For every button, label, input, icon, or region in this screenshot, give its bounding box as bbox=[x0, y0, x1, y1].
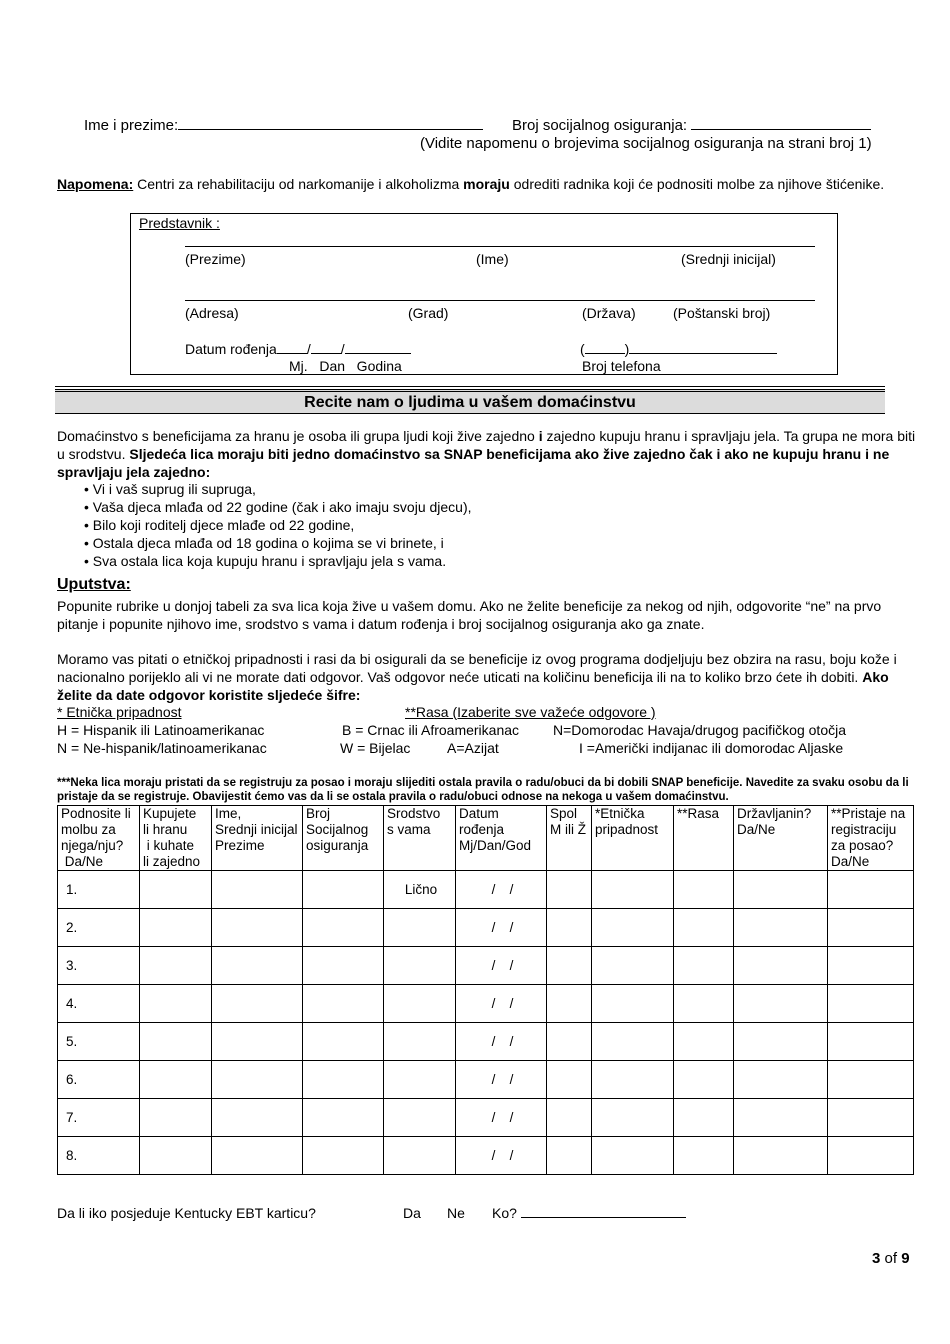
cell-race[interactable] bbox=[674, 871, 734, 909]
cell-relationship[interactable] bbox=[384, 1137, 456, 1175]
code-b: B = Crnac ili Afroamerikanac bbox=[342, 722, 520, 738]
column-header-ssn bbox=[303, 806, 384, 871]
cell-shop-cook-together[interactable] bbox=[140, 985, 212, 1023]
rep-address-label: (Adresa) bbox=[185, 305, 239, 321]
header-line: Datum bbox=[459, 806, 499, 821]
name-input-line[interactable] bbox=[178, 115, 483, 130]
rep-dob-parts: Mj. Dan Godina bbox=[289, 358, 402, 374]
table-row bbox=[58, 1023, 914, 1061]
household-text-a: Domaćinstvo s beneficijama za hranu je osoba ili grupa ljudi koji žive zajedno bbox=[57, 428, 539, 444]
rep-name-line[interactable] bbox=[185, 246, 815, 247]
date-separator: / bbox=[491, 957, 496, 973]
cell-work-registration[interactable] bbox=[828, 1023, 914, 1061]
column-header-dob bbox=[456, 806, 547, 871]
phone-open: ( bbox=[580, 341, 585, 357]
ebt-question: Da li iko posjeduje Kentucky EBT karticu? bbox=[57, 1205, 316, 1221]
cell-dob[interactable] bbox=[456, 1023, 547, 1061]
cell-dob[interactable] bbox=[456, 947, 547, 985]
column-header-relationship bbox=[384, 806, 456, 871]
cell-ethnicity[interactable] bbox=[592, 871, 674, 909]
cell-sex[interactable] bbox=[547, 871, 592, 909]
cell-name[interactable] bbox=[212, 985, 303, 1023]
date-separator: / bbox=[491, 1033, 496, 1049]
cell-ssn[interactable] bbox=[303, 947, 384, 985]
cell-work-registration[interactable] bbox=[828, 1099, 914, 1137]
instructions-p2 bbox=[57, 650, 917, 704]
dob-day-line[interactable] bbox=[311, 341, 341, 354]
table-body bbox=[58, 871, 914, 1175]
cell-name[interactable] bbox=[212, 947, 303, 985]
header-line: pripadnost bbox=[595, 822, 659, 837]
rep-city-label: (Grad) bbox=[408, 305, 449, 321]
header-line: osiguranja bbox=[306, 838, 369, 853]
date-separator: / bbox=[509, 881, 514, 897]
ssn-field-row bbox=[512, 115, 871, 134]
cell-dob[interactable] bbox=[456, 871, 547, 909]
date-separator: / bbox=[509, 995, 514, 1011]
household-text-b: zajedno kupuju hranu i spravljaju jela. Ta grupa ne mora biti u srodstvu. bbox=[57, 428, 916, 462]
table-row bbox=[58, 1099, 914, 1137]
list-item: • Bilo koji roditelj djece mlađe od 22 godine, bbox=[84, 517, 355, 533]
table-row bbox=[58, 909, 914, 947]
cell-race[interactable] bbox=[674, 985, 734, 1023]
header-line: i kuhate bbox=[143, 838, 195, 853]
column-header-name bbox=[212, 806, 303, 871]
ssn-input-line[interactable] bbox=[691, 115, 871, 130]
dob-sep-1: / bbox=[306, 341, 311, 357]
cell-race[interactable] bbox=[674, 947, 734, 985]
cell-dob[interactable] bbox=[456, 1099, 547, 1137]
cell-dob[interactable] bbox=[456, 985, 547, 1023]
ebt-who-label: Ko? bbox=[492, 1205, 517, 1221]
cell-shop-cook-together[interactable] bbox=[140, 871, 212, 909]
row-number: 3. bbox=[58, 947, 140, 985]
cell-ethnicity[interactable] bbox=[592, 1137, 674, 1175]
dob-year-line[interactable] bbox=[345, 341, 411, 354]
cell-ssn[interactable] bbox=[303, 1099, 384, 1137]
date-separator: / bbox=[509, 1071, 514, 1087]
phone-close: ) bbox=[624, 341, 630, 357]
cell-name[interactable] bbox=[212, 909, 303, 947]
note-label: Napomena: bbox=[57, 176, 134, 192]
header-line: s vama bbox=[387, 822, 431, 837]
cell-name[interactable] bbox=[212, 1099, 303, 1137]
cell-name[interactable] bbox=[212, 1023, 303, 1061]
column-header-citizen bbox=[734, 806, 828, 871]
cell-ethnicity[interactable] bbox=[592, 1099, 674, 1137]
code-w: W = Bijelac bbox=[340, 740, 411, 756]
cell-shop-cook-together[interactable] bbox=[140, 947, 212, 985]
row-number: 6. bbox=[58, 1061, 140, 1099]
header-line: **Rasa bbox=[677, 806, 720, 821]
code-nh: N=Domorodac Havaja/drugog pacifičkog otočja bbox=[553, 722, 846, 738]
cell-work-registration[interactable] bbox=[828, 1137, 914, 1175]
cell-race[interactable] bbox=[674, 1137, 734, 1175]
dob-month-line[interactable] bbox=[277, 341, 307, 354]
row-number: 5. bbox=[58, 1023, 140, 1061]
rep-dob-label: Datum rođenja bbox=[185, 341, 277, 357]
cell-sex[interactable] bbox=[547, 1023, 592, 1061]
code-a: A=Azijat bbox=[447, 740, 499, 756]
column-header-shop-cook-together bbox=[140, 806, 212, 871]
cell-ssn[interactable] bbox=[303, 1061, 384, 1099]
cell-relationship[interactable] bbox=[384, 909, 456, 947]
ebt-who-row bbox=[492, 1205, 686, 1221]
section-title: Recite nam o ljudima u vašem domaćinstvu bbox=[55, 389, 885, 414]
table-row bbox=[58, 1061, 914, 1099]
cell-citizen[interactable] bbox=[734, 871, 828, 909]
name-field-row bbox=[84, 115, 483, 134]
cell-work-registration[interactable] bbox=[828, 909, 914, 947]
date-separator: / bbox=[509, 1109, 514, 1125]
code-n: N = Ne-hispanik/latinoamerikanac bbox=[57, 740, 267, 756]
table-row bbox=[58, 947, 914, 985]
page-number: 3 of 9 bbox=[872, 1250, 910, 1267]
cell-race[interactable] bbox=[674, 909, 734, 947]
instructions-p1: Popunite rubrike u donjoj tabeli za sva lica koja žive u vašem domu. Ako ne želite beneficije za nekog od njih, odgovorite “ne” na prvo pitanje i popunite njihovo ime, srodstvo s vama i datum rođenja i broj socijalnog osiguranja ako ga znate. bbox=[57, 598, 882, 632]
cell-ssn[interactable] bbox=[303, 1137, 384, 1175]
cell-citizen[interactable] bbox=[734, 947, 828, 985]
cell-citizen[interactable] bbox=[734, 985, 828, 1023]
cell-shop-cook-together[interactable] bbox=[140, 1023, 212, 1061]
date-separator: / bbox=[491, 995, 496, 1011]
rep-state-label: (Država) bbox=[582, 305, 636, 321]
header-line: **Pristaje na bbox=[831, 806, 906, 821]
dob-sep-2: / bbox=[340, 341, 345, 357]
header-line: li hranu bbox=[143, 822, 188, 837]
rep-address-line[interactable] bbox=[185, 300, 815, 301]
header-line: Prezime bbox=[215, 838, 265, 853]
name-label: Ime i prezime: bbox=[84, 117, 179, 134]
cell-shop-cook-together[interactable] bbox=[140, 1137, 212, 1175]
header-line: Spol bbox=[550, 806, 578, 821]
header-line: Mj/Dan/God bbox=[459, 838, 532, 853]
rep-middle-initial-label: (Srednji inicijal) bbox=[681, 251, 776, 267]
cell-race[interactable] bbox=[674, 1061, 734, 1099]
cell-shop-cook-together[interactable] bbox=[140, 1061, 212, 1099]
column-header-sex bbox=[547, 806, 592, 871]
cell-ethnicity[interactable] bbox=[592, 1023, 674, 1061]
phone-number-line[interactable] bbox=[629, 341, 777, 354]
header-line: njega/nju? bbox=[61, 838, 124, 853]
cell-sex[interactable] bbox=[547, 1061, 592, 1099]
date-separator: / bbox=[491, 1109, 496, 1125]
household-text-bold: Sljedeća lica moraju biti jedno domaćinstvo sa SNAP beneficijama ako žive zajedno čak i ako ne kupuju hranu i ne spravljaju jela zajedno: bbox=[57, 446, 890, 480]
cell-citizen[interactable] bbox=[734, 1099, 828, 1137]
cell-relationship[interactable] bbox=[384, 947, 456, 985]
date-separator: / bbox=[491, 919, 496, 935]
ethnicity-title: * Etnička pripadnost bbox=[57, 704, 182, 720]
column-header-ethnicity bbox=[592, 806, 674, 871]
cell-race[interactable] bbox=[674, 1023, 734, 1061]
cell-dob[interactable] bbox=[456, 1137, 547, 1175]
rep-phone-row bbox=[580, 341, 777, 357]
cell-relationship[interactable] bbox=[384, 1061, 456, 1099]
row-number: 2. bbox=[58, 909, 140, 947]
cell-work-registration[interactable] bbox=[828, 871, 914, 909]
header-line: M ili Ž bbox=[550, 822, 586, 837]
date-separator: / bbox=[509, 919, 514, 935]
row-number: 7. bbox=[58, 1099, 140, 1137]
cell-work-registration[interactable] bbox=[828, 985, 914, 1023]
section-top-rule bbox=[55, 386, 885, 387]
header-line: *Etnička bbox=[595, 806, 645, 821]
cell-name[interactable] bbox=[212, 1061, 303, 1099]
cell-dob[interactable] bbox=[456, 1061, 547, 1099]
cell-ssn[interactable] bbox=[303, 985, 384, 1023]
header-line: molbu za bbox=[61, 822, 116, 837]
household-bullets bbox=[84, 480, 472, 570]
header-line: Socijalnog bbox=[306, 822, 369, 837]
cell-sex[interactable] bbox=[547, 1099, 592, 1137]
household-text-i: i bbox=[538, 428, 543, 444]
cell-ethnicity[interactable] bbox=[592, 985, 674, 1023]
table-header-row bbox=[58, 806, 914, 871]
instructions-p2-bold: Ako želite da date odgovor koristite sljedeće šifre: bbox=[57, 669, 889, 703]
cell-citizen[interactable] bbox=[734, 1061, 828, 1099]
rep-last-name-label: (Prezime) bbox=[185, 251, 246, 267]
cell-work-registration[interactable] bbox=[828, 1061, 914, 1099]
date-separator: / bbox=[509, 957, 514, 973]
cell-sex[interactable] bbox=[547, 909, 592, 947]
rep-zip-label: (Poštanski broj) bbox=[673, 305, 771, 321]
date-separator: / bbox=[509, 1033, 514, 1049]
header-line: Da/Ne bbox=[831, 854, 870, 869]
cell-dob[interactable] bbox=[456, 909, 547, 947]
cell-ssn[interactable] bbox=[303, 1023, 384, 1061]
date-separator: / bbox=[491, 1071, 496, 1087]
date-separator: / bbox=[491, 881, 496, 897]
cell-shop-cook-together[interactable] bbox=[140, 1099, 212, 1137]
table-row bbox=[58, 1137, 914, 1175]
table-row bbox=[58, 985, 914, 1023]
header-line: Državljanin? bbox=[737, 806, 812, 821]
header-line: Srednji inicijal bbox=[215, 822, 298, 837]
cell-ethnicity[interactable] bbox=[592, 1061, 674, 1099]
ebt-no-option[interactable]: Ne bbox=[447, 1205, 465, 1221]
cell-race[interactable] bbox=[674, 1099, 734, 1137]
list-item: • Sva ostala lica koja kupuju hranu i spravljaju jela s vama. bbox=[84, 553, 447, 569]
date-separator: / bbox=[491, 1147, 496, 1163]
cell-relationship[interactable] bbox=[384, 1099, 456, 1137]
row-number: 1. bbox=[58, 871, 140, 909]
list-item: • Vi i vaš suprug ili supruga, bbox=[84, 481, 256, 497]
header-line: Kupujete bbox=[143, 806, 197, 821]
cell-work-registration[interactable] bbox=[828, 947, 914, 985]
representative-title: Predstavnik : bbox=[139, 215, 220, 231]
column-header-work-registration bbox=[828, 806, 914, 871]
header-line: za posao? bbox=[831, 838, 894, 853]
cell-name[interactable] bbox=[212, 871, 303, 909]
rep-dob-row bbox=[185, 341, 411, 357]
note-paragraph bbox=[57, 176, 917, 193]
table-row bbox=[58, 871, 914, 909]
row-number: 4. bbox=[58, 985, 140, 1023]
header-line: li zajedno bbox=[143, 854, 201, 869]
cell-relationship[interactable] bbox=[384, 985, 456, 1023]
list-item: • Vaša djeca mlađa od 22 godine (čak i ako imaju svoju djecu), bbox=[84, 499, 472, 515]
date-separator: / bbox=[509, 1147, 514, 1163]
rep-phone-label: Broj telefona bbox=[582, 358, 661, 374]
relationship-self: Lično bbox=[384, 871, 456, 909]
cell-relationship[interactable] bbox=[384, 1023, 456, 1061]
cell-shop-cook-together[interactable] bbox=[140, 909, 212, 947]
cell-citizen[interactable] bbox=[734, 1023, 828, 1061]
ebt-who-input-line[interactable] bbox=[521, 1205, 686, 1218]
cell-citizen[interactable] bbox=[734, 1137, 828, 1175]
cell-ethnicity[interactable] bbox=[592, 909, 674, 947]
cell-ssn[interactable] bbox=[303, 909, 384, 947]
code-h: H = Hispanik ili Latinoamerikanac bbox=[57, 722, 265, 738]
note-text-2: odrediti radnika koji će podnositi molbe za njihove štićenike. bbox=[509, 176, 885, 192]
code-i: I =Američki indijanac ili domorodac Aljaske bbox=[579, 740, 844, 756]
ebt-yes-option[interactable]: Da bbox=[403, 1205, 421, 1221]
list-item: • Ostala djeca mlađa od 18 godina o kojima se vi brinete, i bbox=[84, 535, 444, 551]
household-members-table bbox=[57, 805, 914, 1175]
header-line: Srodstvo bbox=[387, 806, 441, 821]
cell-sex[interactable] bbox=[547, 985, 592, 1023]
cell-citizen[interactable] bbox=[734, 909, 828, 947]
instructions-p2-text: Moramo vas pitati o etničkoj pripadnosti i rasi da bi osigurali da se beneficije iz ovog programa dodjeljuju bez obzira na rasu, boju kože i nacionalno porijeklo ali vi ne morate dati odgovor. Vaš odgovor neće uticati na količinu beneficija ili na to koliko brzo ćete ih dobiti. bbox=[57, 651, 897, 685]
rep-first-name-label: (Ime) bbox=[476, 251, 509, 267]
cell-name[interactable] bbox=[212, 1137, 303, 1175]
ssn-note: (Vidite napomenu o brojevima socijalnog osiguranja na strani broj 1) bbox=[420, 135, 872, 152]
instructions-title: Uputstva: bbox=[57, 576, 131, 593]
header-line: Da/Ne bbox=[61, 854, 104, 869]
header-line: registraciju bbox=[831, 822, 897, 837]
row-number: 8. bbox=[58, 1137, 140, 1175]
cell-sex[interactable] bbox=[547, 1137, 592, 1175]
race-title: **Rasa (Izaberite sve važeće odgovore ) bbox=[405, 704, 656, 720]
header-line: Podnosite li bbox=[61, 806, 131, 821]
column-header-submit-for-person bbox=[58, 806, 140, 871]
cell-ssn[interactable] bbox=[303, 871, 384, 909]
header-line: Da/Ne bbox=[737, 822, 776, 837]
header-line: Ime, bbox=[215, 806, 242, 821]
note-text-1: Centri za rehabilitaciju od narkomanije i alkoholizma bbox=[133, 176, 464, 192]
cell-ethnicity[interactable] bbox=[592, 947, 674, 985]
cell-sex[interactable] bbox=[547, 947, 592, 985]
household-paragraph bbox=[57, 427, 917, 481]
column-header-race bbox=[674, 806, 734, 871]
phone-area-line[interactable] bbox=[585, 341, 625, 354]
header-line: Broj bbox=[306, 806, 331, 821]
work-registration-note: ***Neka lica moraju pristati da se registruju za posao i moraju slijediti ostala pravila o radu/obuci da bi dobili SNAP beneficije. Navedite za svaku osobu da li pristaje da se registruje. Obavijestit ćemo vas da li se ostala pravila o radu/obuci odnose na nekoga u vašem domaćinstvu. bbox=[57, 777, 909, 803]
header-line: rođenja bbox=[459, 822, 505, 837]
ssn-label: Broj socijalnog osiguranja: bbox=[512, 117, 688, 134]
note-bold: moraju bbox=[463, 176, 510, 192]
